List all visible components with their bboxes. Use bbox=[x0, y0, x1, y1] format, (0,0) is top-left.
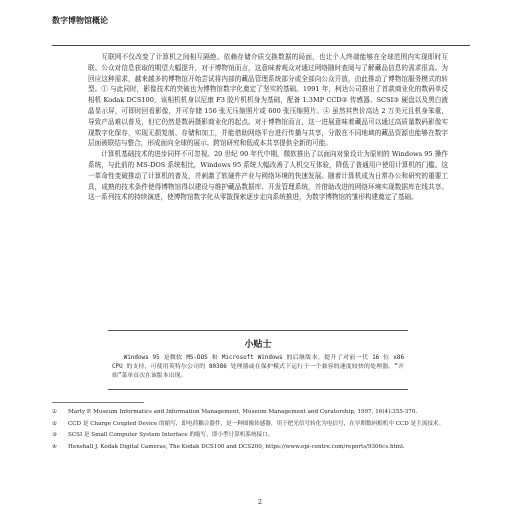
footnote-marker: ② bbox=[52, 420, 58, 427]
footnote-marker: ③ bbox=[52, 432, 58, 439]
footnote-item bbox=[52, 408, 472, 417]
footnote-item bbox=[52, 443, 472, 452]
body-text bbox=[88, 52, 448, 203]
footnote-item bbox=[52, 431, 472, 440]
footnotes bbox=[52, 408, 472, 454]
tip-body: Windows 95 是微软 MS-DOS 和 Microsoft Windows 的后继版本，提升了对前一代 16 位 x86 CPU 的支持，可使用英特尔公司的 80386 处理器或在保护模式下运行于一个兼容的速度较快的处理器。“开始”菜单首次在该版本出现。 bbox=[112, 355, 404, 379]
footnote-text: Henshall J. Kodak Digital Cameras, The Kodak DCS100 and DCS200, https://www.epi-centre.com/reports/9306cs.html. bbox=[68, 443, 405, 450]
footnote-text: SCSI 是 Small Computer System Interface 的缩写，即小型计算机系统接口。 bbox=[68, 432, 274, 439]
footnote-text: CCD 是 Charge Coupled Device 的缩写，即电荷耦合器件，是一种图像传感器，用于把光信号转化为电信号，在早期数码相机中 CCD 是主流技术。 bbox=[68, 420, 445, 427]
footnote-marker: ① bbox=[52, 409, 58, 415]
footnote-text: Marty P. Museum Informatics and Information Management, Museum Management and Curatorship, 1997, 16(4):355-370. bbox=[68, 409, 418, 415]
page-number: 2 bbox=[257, 498, 263, 506]
footnote-marker: ④ bbox=[52, 443, 58, 450]
footnote-item bbox=[52, 420, 472, 429]
paragraph: 互联网不仅改变了计算机之间相互隔绝、依赖存储介质交换数据的局面，也让个人终端能够在全球范围内实现即时互联。公众对信息获取的期望大幅提升，对于博物馆而言，这意味着观众对通过网络随时查阅与了解藏品信息的需求很高。为回应这种需求，越来越多的博物馆开始尝试将内部的藏品管理系统部分或全部向公众开放，由此推动了博物馆服务模式的转型。① 与此同时，影像技术的突破也为博物馆数字化奠定了坚实的基础。1991 年，柯达公司推出了首款商业化的数码单反相机 Kodak DCS100，该相机机身以尼康 F3 胶片机机身为基础，配备 1.3MP CCD② 传感器、SCSI③ 硬盘以及黑白液晶显示屏，可即时回看影像，并可存储 156 张无压缩照片或 600 张压缩照片。④ 虽然其售价高达 2 万美元且机身笨重，导致产品难以普及，但它仍然是数码摄影商业化的起点。对于博物馆而言，这一进展意味着藏品可以通过高质量数码影像实现数字化保存，实现无损复制、存储和加工，并能借助网络平台进行传播与共享，分散在不同地域的藏品资源也能够在数字层面被联结与整合，形成面向全球的展示、跨馆研究和低成本共享提供全新的可能。 bbox=[88, 53, 448, 148]
tip-title: 小贴士 bbox=[244, 340, 272, 350]
header-rule bbox=[52, 45, 470, 46]
footnote-rule bbox=[52, 402, 144, 403]
paragraph: 计算机基础技术的进步同样不可忽视。20 世纪 90 年代中期，微软推出了以面向对象设计为原则的 Windows 95 操作系统，与此前的 MS-DOS 系统相比，Windows 95 系统大幅改善了人机交互体验，降低了普通用户使用计算机的门槛。这一革命性变破推动了计算机的普及，并刺激了软硬件产业与网络环境的快速发展。随着计算机成为日常办公和研究的重要工具，成熟的技术条件使得博物馆得以建设与维护藏品数据库、开发管理系统，并借助改进的网络环境实现数据库在线共享。这一系列技术的持续演进，使博物馆数字化从零散探索逐步走向系统推进，为数字博物馆的雏形构建奠定了基础。 bbox=[88, 150, 448, 202]
running-header: 数字博物馆概论 bbox=[52, 16, 108, 25]
tip-box bbox=[108, 330, 408, 390]
